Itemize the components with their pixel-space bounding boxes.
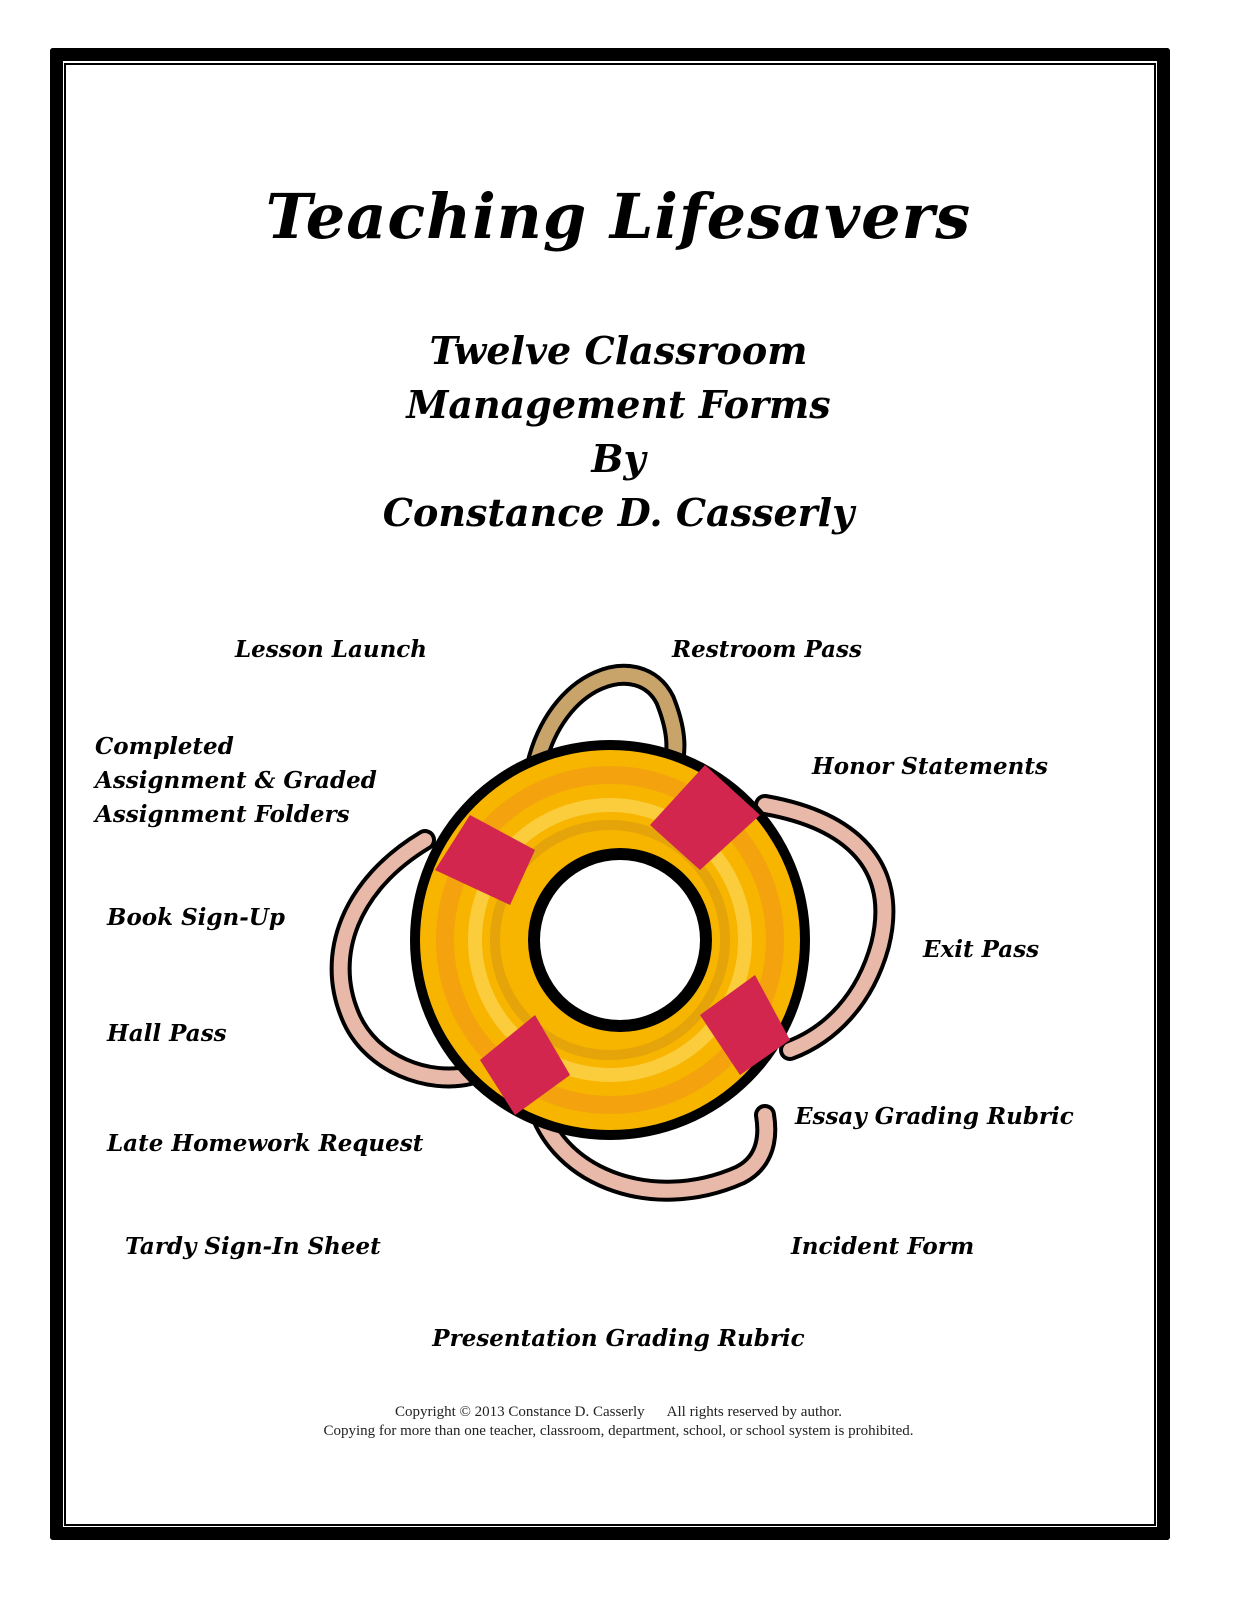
form-incident-form: Incident Form — [791, 1233, 975, 1260]
form-exit-pass: Exit Pass — [923, 936, 1040, 963]
form-lesson-launch: Lesson Launch — [235, 636, 428, 663]
form-completed-folders-line-3: Assignment Folders — [95, 801, 350, 828]
copyright-notice: Copyright © 2013 Constance D. Casserly — [394, 1404, 645, 1420]
form-completed-folders-line-1: Completed — [95, 733, 234, 760]
ring-hole — [540, 860, 700, 1020]
form-book-signup: Book Sign-Up — [107, 904, 285, 931]
subtitle-line-1: Twelve Classroom — [429, 328, 808, 373]
form-tardy-signin: Tardy Sign-In Sheet — [125, 1233, 381, 1260]
form-late-homework: Late Homework Request — [107, 1130, 424, 1157]
copy-restriction: Copying for more than one teacher, classroom, department, school, or school system is prohibited. — [323, 1423, 914, 1439]
author-name: Constance D. Casserly — [382, 490, 855, 535]
copyright-line — [0, 1403, 1237, 1422]
form-honor-statements: Honor Statements — [812, 753, 1048, 780]
document-title: Teaching Lifesavers — [265, 180, 972, 253]
form-restroom-pass: Restroom Pass — [672, 636, 862, 663]
form-hall-pass: Hall Pass — [107, 1020, 227, 1047]
subtitle-line-2: Management Forms — [406, 382, 831, 427]
subtitle-line-3: By — [591, 436, 646, 481]
form-completed-folders-line-2: Assignment & Graded — [95, 767, 377, 794]
rights-notice: All rights reserved by author. — [666, 1404, 843, 1420]
form-essay-rubric: Essay Grading Rubric — [795, 1103, 1074, 1130]
form-presentation-rubric: Presentation Grading Rubric — [432, 1325, 805, 1352]
